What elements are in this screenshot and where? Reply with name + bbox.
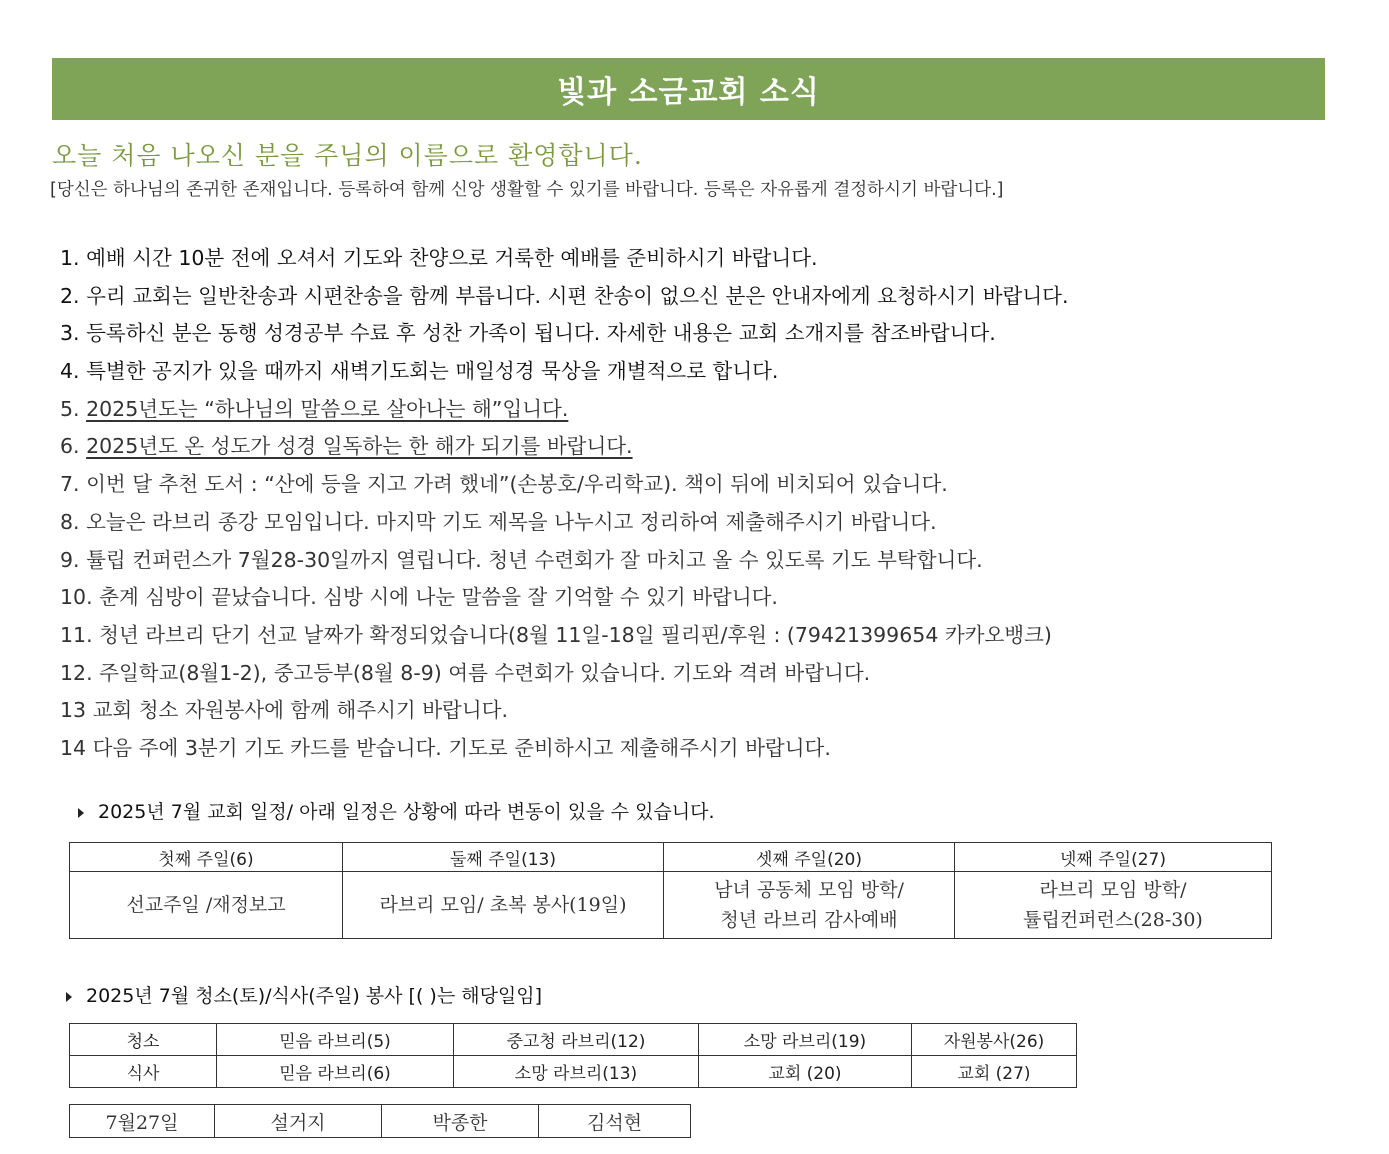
notice-item: [60, 278, 1360, 316]
dishwashing-table: [69, 1104, 691, 1138]
duty-cell: 소망 라브리(13): [454, 1056, 699, 1088]
notice-item: [60, 391, 1360, 429]
notice-number: 11.: [60, 622, 93, 647]
notice-item: [60, 730, 1360, 768]
schedule-row: [70, 872, 1272, 939]
notice-text: 튤립 컨퍼런스가 7월28-30일까지 열립니다. 청년 수련회가 잘 마치고 올 수 있도록 기도 부탁합니다.: [86, 547, 983, 572]
notice-number: 3.: [60, 321, 80, 346]
notice-item: [60, 315, 1360, 353]
notice-number: 10.: [60, 585, 93, 610]
notice-number: 7.: [60, 472, 80, 497]
duty-cell: 교회 (20): [699, 1056, 912, 1088]
notice-number: 8.: [60, 509, 80, 534]
schedule-cell-line: 선교주일 /재정보고: [126, 894, 286, 916]
dishwashing-person: 김석현: [539, 1105, 691, 1138]
notice-text: 우리 교회는 일반찬송과 시편찬송을 함께 부릅니다. 시편 찬송이 없으신 분은 안내자에게 요청하시기 바랍니다.: [86, 283, 1069, 308]
duty-cell: 믿음 라브리(6): [217, 1056, 454, 1088]
schedule-heading-text: 2025년 7월 교회 일정/ 아래 일정은 상황에 따라 변동이 있을 수 있습니다.: [98, 801, 715, 823]
duty-cell: 소망 라브리(19): [699, 1024, 912, 1056]
schedule-cell-line: 라브리 모임 방학/: [1039, 879, 1187, 901]
welcome-headline: 오늘 처음 나오신 분을 주님의 이름으로 환영합니다.: [52, 141, 643, 170]
triangle-bullet-icon: [66, 992, 72, 1002]
notice-text: 이번 달 추천 도서 : “산에 등을 지고 가려 했네”(손봉호/우리학교). 책이 뒤에 비치되어 있습니다.: [86, 472, 948, 497]
schedule-header-cell: 둘째 주일(13): [343, 843, 664, 872]
notice-item: [60, 655, 1360, 693]
notice-number: 4.: [60, 359, 80, 384]
notice-text: 예배 시간 10분 전에 오셔서 기도와 찬양으로 거룩한 예배를 준비하시기 바랍니다.: [86, 246, 818, 270]
schedule-cell-line: 튤립컨퍼런스(28-30): [1023, 909, 1203, 931]
notice-number: 6.: [60, 434, 80, 459]
notice-text: 등록하신 분은 동행 성경공부 수료 후 성찬 가족이 됩니다. 자세한 내용은 교회 소개지를 참조바랍니다.: [86, 321, 996, 346]
welcome-note: [당신은 하나님의 존귀한 존재입니다. 등록하여 함께 신앙 생활할 수 있기를 바랍니다. 등록은 자유롭게 결정하시기 바랍니다.]: [50, 180, 1004, 200]
notice-item: [60, 466, 1360, 504]
notice-text: 다음 주에 3분기 기도 카드를 받습니다. 기도로 준비하시고 제출해주시기 바랍니다.: [92, 735, 831, 760]
schedule-cell: [343, 872, 664, 939]
notice-text: 춘계 심방이 끝났습니다. 심방 시에 나눈 말씀을 잘 기억할 수 있기 바랍니다.: [99, 585, 778, 610]
schedule-heading: [78, 797, 715, 824]
dishwashing-task: 설거지: [215, 1105, 382, 1138]
duty-cell: 교회 (27): [912, 1056, 1077, 1088]
news-banner: [52, 58, 1325, 120]
notice-number: 9.: [60, 547, 80, 572]
duty-row: [70, 1056, 1077, 1088]
schedule-cell: [70, 872, 343, 939]
schedule-cell: [955, 872, 1272, 939]
notice-list: [60, 240, 1360, 768]
notice-item: [60, 617, 1360, 655]
notice-item: [60, 579, 1360, 617]
schedule-header-cell: 셋째 주일(20): [664, 843, 955, 872]
notice-item: [60, 542, 1360, 580]
schedule-cell-line: 라브리 모임/ 초복 봉사(19일): [379, 894, 627, 916]
notice-text: 2025년도 온 성도가 성경 일독하는 한 해가 되기를 바랍니다.: [86, 434, 633, 459]
notice-item: [60, 504, 1360, 542]
triangle-bullet-icon: [78, 808, 84, 818]
banner-title: 빛과 소금교회 소식: [557, 75, 820, 110]
notice-item: [60, 240, 1360, 278]
notice-number: 5.: [60, 396, 80, 421]
duty-heading-text: 2025년 7월 청소(토)/식사(주일) 봉사 [( )는 해당일임]: [86, 985, 543, 1007]
notice-item: [60, 692, 1360, 730]
duty-cell: 믿음 라브리(5): [217, 1024, 454, 1056]
notice-text: 2025년도는 “하나님의 말씀으로 살아나는 해”입니다.: [86, 396, 569, 421]
dishwashing-person: 박종한: [382, 1105, 539, 1138]
duty-cell: 중고청 라브리(12): [454, 1024, 699, 1056]
notice-number: 1.: [60, 246, 80, 270]
notice-text: 특별한 공지가 있을 때까지 새벽기도회는 매일성경 묵상을 개별적으로 합니다.: [86, 359, 779, 384]
schedule-header-row: [70, 843, 1272, 872]
schedule-header-cell: 넷째 주일(27): [955, 843, 1272, 872]
notice-text: 청년 라브리 단기 선교 날짜가 확정되었습니다(8월 11일-18일 필리핀/후원 : (79421399654 카카오뱅크): [99, 622, 1052, 647]
duty-cell: 자원봉사(26): [912, 1024, 1077, 1056]
schedule-cell-line: 남녀 공동체 모임 방학/: [714, 879, 904, 901]
dishwashing-row: [70, 1105, 691, 1138]
schedule-cell: [664, 872, 955, 939]
notice-number: 14: [60, 735, 87, 760]
notice-number: 13: [60, 698, 87, 723]
notice-text: 교회 청소 자원봉사에 함께 해주시기 바랍니다.: [92, 698, 508, 723]
notice-item: [60, 428, 1360, 466]
notice-text: 주일학교(8월1-2), 중고등부(8월 8-9) 여름 수련회가 있습니다. 기도와 격려 바랍니다.: [99, 660, 871, 685]
schedule-cell-line: 청년 라브리 감사예배: [720, 909, 898, 931]
duty-heading: [66, 981, 542, 1008]
duty-label: 식사: [70, 1056, 217, 1088]
schedule-header-cell: 첫째 주일(6): [70, 843, 343, 872]
dishwashing-date: 7월27일: [70, 1105, 215, 1138]
notice-number: 12.: [60, 660, 93, 685]
duty-row: [70, 1024, 1077, 1056]
duty-table: [69, 1023, 1077, 1088]
notice-number: 2.: [60, 283, 80, 308]
notice-text: 오늘은 라브리 종강 모임입니다. 마지막 기도 제목을 나누시고 정리하여 제출해주시기 바랍니다.: [86, 509, 937, 534]
duty-label: 청소: [70, 1024, 217, 1056]
notice-item: [60, 353, 1360, 391]
schedule-table: [69, 842, 1272, 939]
